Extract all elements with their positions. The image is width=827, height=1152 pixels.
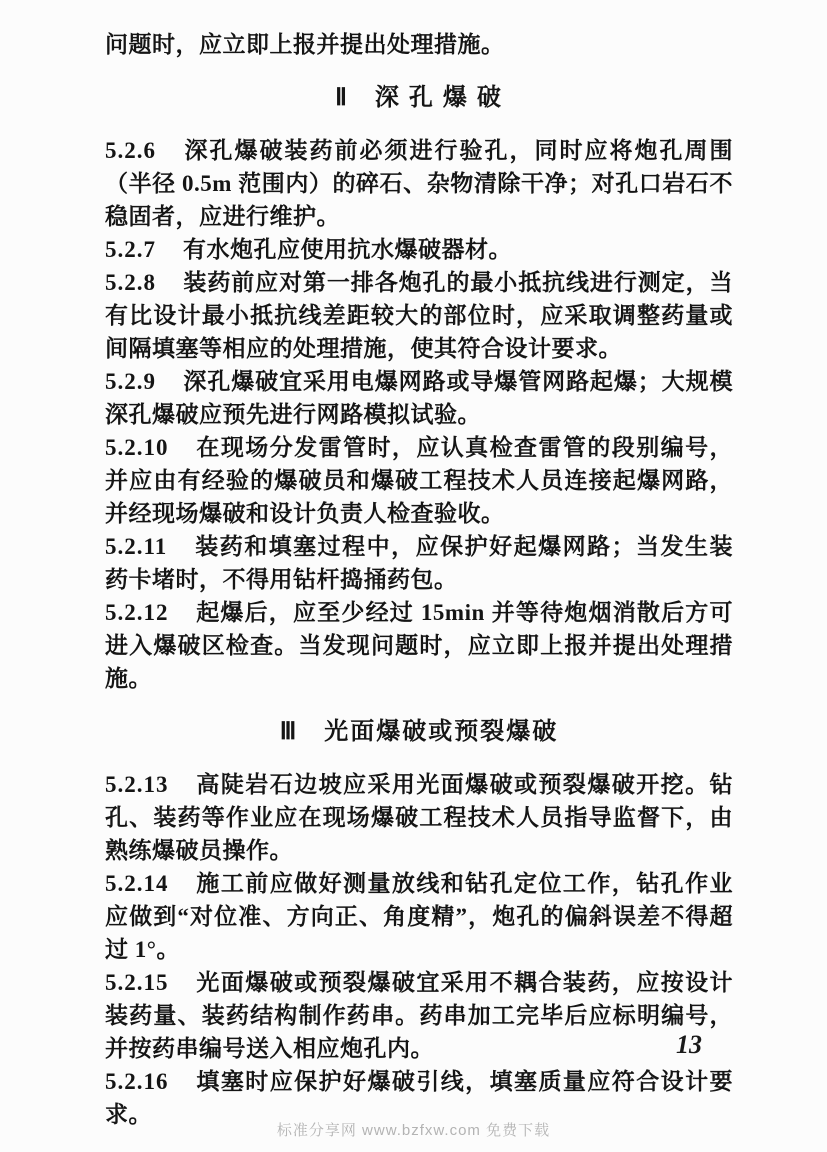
clause-5-2-10 — [105, 431, 733, 530]
clause-5-2-9 — [105, 365, 733, 431]
footer-watermark: 标准分享网 www.bzfxw.com 免费下载 — [276, 1122, 551, 1139]
clause-text: 深孔爆破宜采用电爆网路或导爆管网路起爆；大规模深孔爆破应预先进行网路模拟试验。 — [105, 369, 733, 427]
clause-text: 填塞时应保护好爆破引线，填塞质量应符合设计要求。 — [105, 1069, 733, 1127]
clause-number: 5.2.10 — [105, 435, 169, 460]
clause-number: 5.2.15 — [105, 970, 169, 995]
section-numeral: Ⅲ — [279, 719, 297, 745]
clause-text: 有水炮孔应使用抗水爆破器材。 — [183, 237, 512, 262]
page-content — [105, 28, 733, 1131]
paragraph-continuation: 问题时，应立即上报并提出处理措施。 — [105, 32, 505, 57]
clause-text: 在现场分发雷管时，应认真检查雷管的段别编号，并应由有经验的爆破员和爆破工程技术人员连接起爆网路，并经现场爆破和设计负责人检查验收。 — [105, 435, 733, 526]
clause-5-2-13 — [105, 768, 733, 867]
section-title: 深 孔 爆 破 — [374, 85, 503, 111]
section-heading-smooth-or-presplit-blasting — [105, 716, 733, 749]
clause-number: 5.2.11 — [105, 534, 168, 559]
clause-number: 5.2.7 — [105, 237, 156, 262]
clause-5-2-7 — [105, 233, 733, 266]
clause-5-2-14 — [105, 867, 733, 966]
clause-number: 5.2.6 — [105, 138, 156, 163]
clause-5-2-11 — [105, 530, 733, 596]
clause-text: 深孔爆破装药前必须进行验孔，同时应将炮孔周围（半径 0.5m 范围内）的碎石、杂物清除干净；对孔口岩石不稳固者，应进行维护。 — [105, 138, 733, 229]
clause-number: 5.2.9 — [105, 369, 156, 394]
clause-number: 5.2.13 — [105, 772, 169, 797]
clause-number: 5.2.8 — [105, 270, 156, 295]
clause-5-2-6 — [105, 134, 733, 233]
clause-text: 起爆后，应至少经过 15min 并等待炮烟消散后方可进入爆破区检查。当发现问题时，应立即上报并提出处理措施。 — [105, 600, 733, 691]
section-title: 光面爆破或预裂爆破 — [324, 719, 559, 745]
clause-number: 5.2.16 — [105, 1069, 169, 1094]
clause-text: 高陡岩石边坡应采用光面爆破或预裂爆破开挖。钻孔、装药等作业应在现场爆破工程技术人员指导监督下，由熟练爆破员操作。 — [105, 772, 733, 863]
page-number: 13 — [676, 1030, 702, 1059]
clause-5-2-8 — [105, 266, 733, 365]
clause-text: 光面爆破或预裂爆破宜采用不耦合装药，应按设计装药量、装药结构制作药串。药串加工完毕后应标明编号，并按药串编号送入相应炮孔内。 — [105, 970, 733, 1061]
section-numeral: Ⅱ — [335, 85, 347, 111]
clause-5-2-12 — [105, 596, 733, 695]
clause-number: 5.2.12 — [105, 600, 169, 625]
section-heading-deep-hole-blasting — [105, 82, 733, 115]
clause-number: 5.2.14 — [105, 871, 169, 896]
clause-5-2-15 — [105, 966, 733, 1065]
clause-text: 装药前应对第一排各炮孔的最小抵抗线进行测定，当有比设计最小抵抗线差距较大的部位时，应采取调整药量或间隔填塞等相应的处理措施，使其符合设计要求。 — [105, 270, 733, 361]
clause-text: 装药和填塞过程中，应保护好起爆网路；当发生装药卡堵时，不得用钻杆捣捅药包。 — [105, 534, 733, 592]
clause-text: 施工前应做好测量放线和钻孔定位工作，钻孔作业应做到“对位准、方向正、角度精”，炮孔的偏斜误差不得超过 1°。 — [105, 871, 733, 962]
